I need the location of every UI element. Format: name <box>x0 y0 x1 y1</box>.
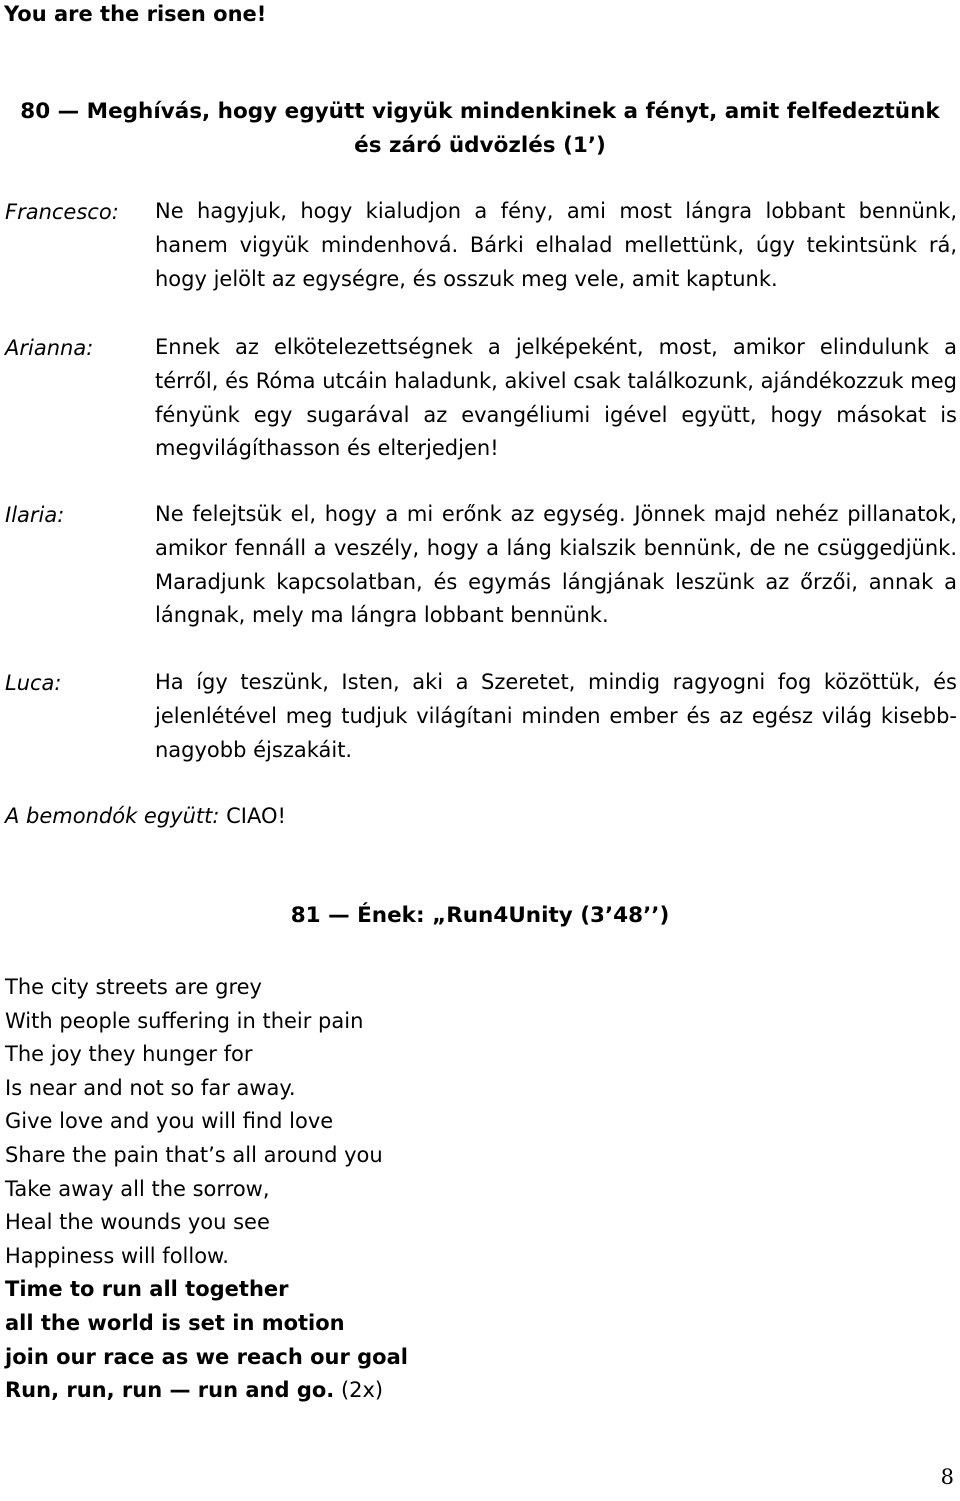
lyric-line: Heal the wounds you see <box>5 1210 270 1235</box>
lyric-line: Share the pain that’s all around you <box>5 1142 383 1167</box>
chorus-line-final <box>5 1374 408 1408</box>
speech-luca: Ha így teszünk, Isten, aki a Szeretet, mindig ragyogni fog közöttük, és jelenlétével meg tudjuk világítani minden ember és az egész világ kisebb-nagyobb éjszakáit. <box>155 670 957 762</box>
repeat-mark: (2x) <box>334 1378 384 1403</box>
chorus-line: Time to run all together <box>5 1277 289 1302</box>
lyric-line: Give love and you will find love <box>5 1109 334 1134</box>
song-title: 81 — Ének: „Run4Unity (3’48’’) <box>290 903 670 928</box>
closing-line <box>5 804 286 828</box>
closing-text: CIAO! <box>219 804 286 828</box>
chorus-line-text: Run, run, run — run and go. <box>5 1378 335 1403</box>
section-title-line-1: 80 — Meghívás, hogy együtt vigyük mindenkinek a fényt, amit felfedeztünk <box>20 99 940 124</box>
section-title <box>0 95 960 163</box>
lyric-line: Happiness will follow. <box>5 1243 229 1268</box>
lyric-line: Take away all the sorrow, <box>5 1176 270 1201</box>
lyric-line: With people suffering in their pain <box>5 1008 364 1033</box>
previous-song-last-line: You are the risen one! <box>4 2 267 26</box>
speech-ilaria: Ne felejtsük el, hogy a mi erőnk az egység. Jönnek majd nehéz pillanatok, amikor fennáll a veszély, hogy a láng kialszik bennünk, de ne csüggedjünk. Maradjunk kapcsolatban, és egymás lángjának leszünk az őrzői, annak a lángnak, mely ma lángra lobbant bennünk. <box>155 502 957 628</box>
chorus-line: all the world is set in motion <box>5 1310 345 1335</box>
speech-francesco: Ne hagyjuk, hogy kialudjon a fény, ami most lángra lobbant bennünk, hanem vigyük mindenhová. Bárki elhalad mellettünk, úgy tekintsünk rá, hogy jelölt az egységre, és osszuk meg vele, amit kaptunk. <box>155 199 957 291</box>
speaker-francesco: Francesco: <box>5 200 119 224</box>
chorus-line: join our race as we reach our goal <box>5 1344 408 1369</box>
lyric-line: Is near and not so far away. <box>5 1075 296 1100</box>
section-title-line-2: és záró üdvözlés (1’) <box>354 133 606 158</box>
page-number: 8 <box>940 1465 954 1489</box>
speaker-arianna: Arianna: <box>5 336 94 360</box>
lyric-line: The joy they hunger for <box>5 1042 253 1067</box>
closing-speaker: A bemondók együtt: <box>5 804 220 828</box>
song-lyrics <box>5 971 408 1408</box>
speaker-ilaria: Ilaria: <box>5 503 65 527</box>
lyric-line: The city streets are grey <box>5 975 262 999</box>
speech-arianna: Ennek az elkötelezettségnek a jelképeként, most, amikor elindulunk a térről, és Róma utcáin haladunk, akivel csak találkozunk, ajándékozzuk meg fényünk egy sugarával az evangéliumi igével együtt, hogy másokat is megvilágíthasson és elterjedjen! <box>155 335 957 461</box>
speaker-luca: Luca: <box>5 671 62 695</box>
